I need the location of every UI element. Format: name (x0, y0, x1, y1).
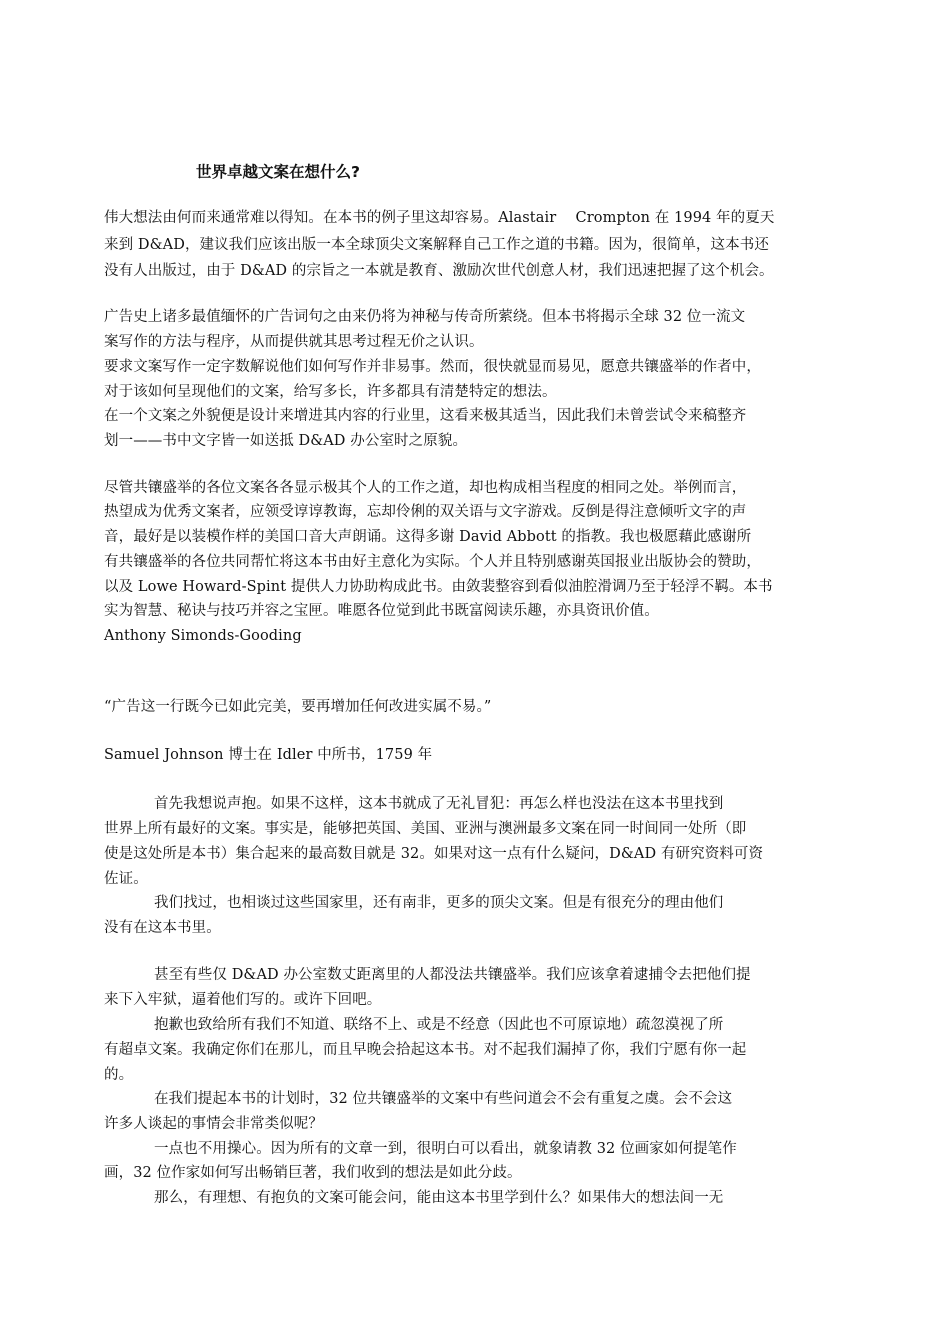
paragraph-line: 画，32 位作家如何写出畅销巨著，我们收到的想法是如此分歧。 (104, 1165, 522, 1181)
paragraph-line: 音，最好是以装模作样的美国口音大声朗诵。这得多谢 David Abbott 的指教。我也极愿藉此感谢所 (104, 529, 752, 545)
paragraph-line: 首先我想说声抱。如果不这样，这本书就成了无礼冒犯：再怎么样也没法在这本书里找到 (154, 796, 724, 812)
paragraph-line: 在我们提起本书的计划时，32 位共镶盛举的文案中有些问道会不会有重复之虞。会不会这 (154, 1091, 733, 1107)
paragraph-line: 有超卓文案。我确定你们在那儿，而且早晚会拾起这本书。对不起我们漏掉了你，我们宁愿有你一起 (104, 1042, 747, 1058)
document-title: 世界卓越文案在想什么? (196, 163, 360, 181)
paragraph-line: 我们找过，也相谈过这些国家里，还有南非，更多的顶尖文案。但是有很充分的理由他们 (154, 895, 724, 911)
paragraph-line: 以及 Lowe Howard-Spint 提供人力协助构成此书。由敛裴整容到看似油腔滑调乃至于轻浮不羁。本书 (104, 579, 773, 595)
quote-line: “广告这一行既今已如此完美，要再增加任何改进实属不易。” (104, 699, 492, 715)
paragraph-line: 案写作的方法与程序，从而提供就其思考过程无价之认识。 (104, 334, 484, 350)
paragraph-line: 有共镶盛举的各位共同帮忙将这本书由好主意化为实际。个人并且特别感谢英国报业出版协会的赞助， (104, 554, 761, 570)
paragraph-line: 的。 (104, 1067, 134, 1083)
paragraph-line: 一点也不用操心。因为所有的文章一到，很明白可以看出，就象请教 32 位画家如何提笔作 (154, 1141, 737, 1157)
paragraph-line: 热望成为优秀文案者，应领受谆谆教诲，忘却伶俐的双关语与文字游戏。反倒是得注意倾听文字的声 (104, 504, 747, 520)
paragraph-line: 没有人出版过，由于 D&AD 的宗旨之一本就是教育、激励次世代创意人材，我们迅速把握了这个机会。 (104, 263, 774, 279)
paragraph-line: 抱歉也致给所有我们不知道、联络不上、或是不经意（因此也不可原谅地）疏忽漠视了所 (154, 1017, 724, 1033)
paragraph-line: 在一个文案之外貌便是设计来增进其内容的行业里，这看来极其适当，因此我们未曾尝试令来稿整齐 (104, 408, 747, 424)
paragraph-line: 广告史上诸多最值缅怀的广告词句之由来仍将为神秘与传奇所萦绕。但本书将揭示全球 32 位一流文 (104, 309, 746, 325)
paragraph-line: 那么，有理想、有抱负的文案可能会问，能由这本书里学到什么？如果伟大的想法间一无 (154, 1190, 724, 1206)
paragraph-line: 要求文案写作一定字数解说他们如何写作并非易事。然而，很快就显而易见，愿意共镶盛举的作者中， (104, 359, 761, 375)
author-signature: Anthony Simonds-Gooding (104, 628, 302, 644)
paragraph-line: 划一——书中文字皆一如送抵 D&AD 办公室时之原貌。 (104, 433, 468, 449)
paragraph-line: 来下入牢狱，逼着他们写的。或许下回吧。 (104, 992, 382, 1008)
quote-attribution: Samuel Johnson 博士在 Idler 中所书，1759 年 (104, 747, 433, 763)
paragraph-line: 实为智慧、秘诀与技巧并容之宝匣。唯愿各位觉到此书既富阅读乐趣，亦具资讯价值。 (104, 603, 659, 619)
paragraph-line: 伟大想法由何而来通常难以得知。在本书的例子里这却容易。Alastair Crompton 在 1994 年的夏天 (104, 210, 775, 226)
paragraph-line: 佐证。 (104, 871, 148, 887)
paragraph-line: 甚至有些仅 D&AD 办公室数丈距离里的人都没法共镶盛举。我们应该拿着逮捕令去把他们提 (154, 967, 751, 983)
paragraph-line: 来到 D&AD，建议我们应该出版一本全球顶尖文案解释自己工作之道的书籍。因为，很简单，这本书还 (104, 237, 769, 253)
paragraph-line: 没有在这本书里。 (104, 920, 221, 936)
paragraph-line: 对于该如何呈现他们的文案，给写多长，许多都具有清楚特定的想法。 (104, 384, 557, 400)
paragraph-line: 尽管共镶盛举的各位文案各各显示极其个人的工作之道，却也构成相当程度的相同之处。举例而言， (104, 480, 747, 496)
paragraph-line: 许多人谈起的事情会非常类似呢？ (104, 1116, 323, 1132)
paragraph-line: 使是这处所是本书）集合起来的最高数目就是 32。如果对这一点有什么疑问，D&AD 有研究资料可资 (104, 846, 764, 862)
paragraph-line: 世界上所有最好的文案。事实是，能够把英国、美国、亚洲与澳洲最多文案在同一时间同一处所（即 (104, 821, 747, 837)
